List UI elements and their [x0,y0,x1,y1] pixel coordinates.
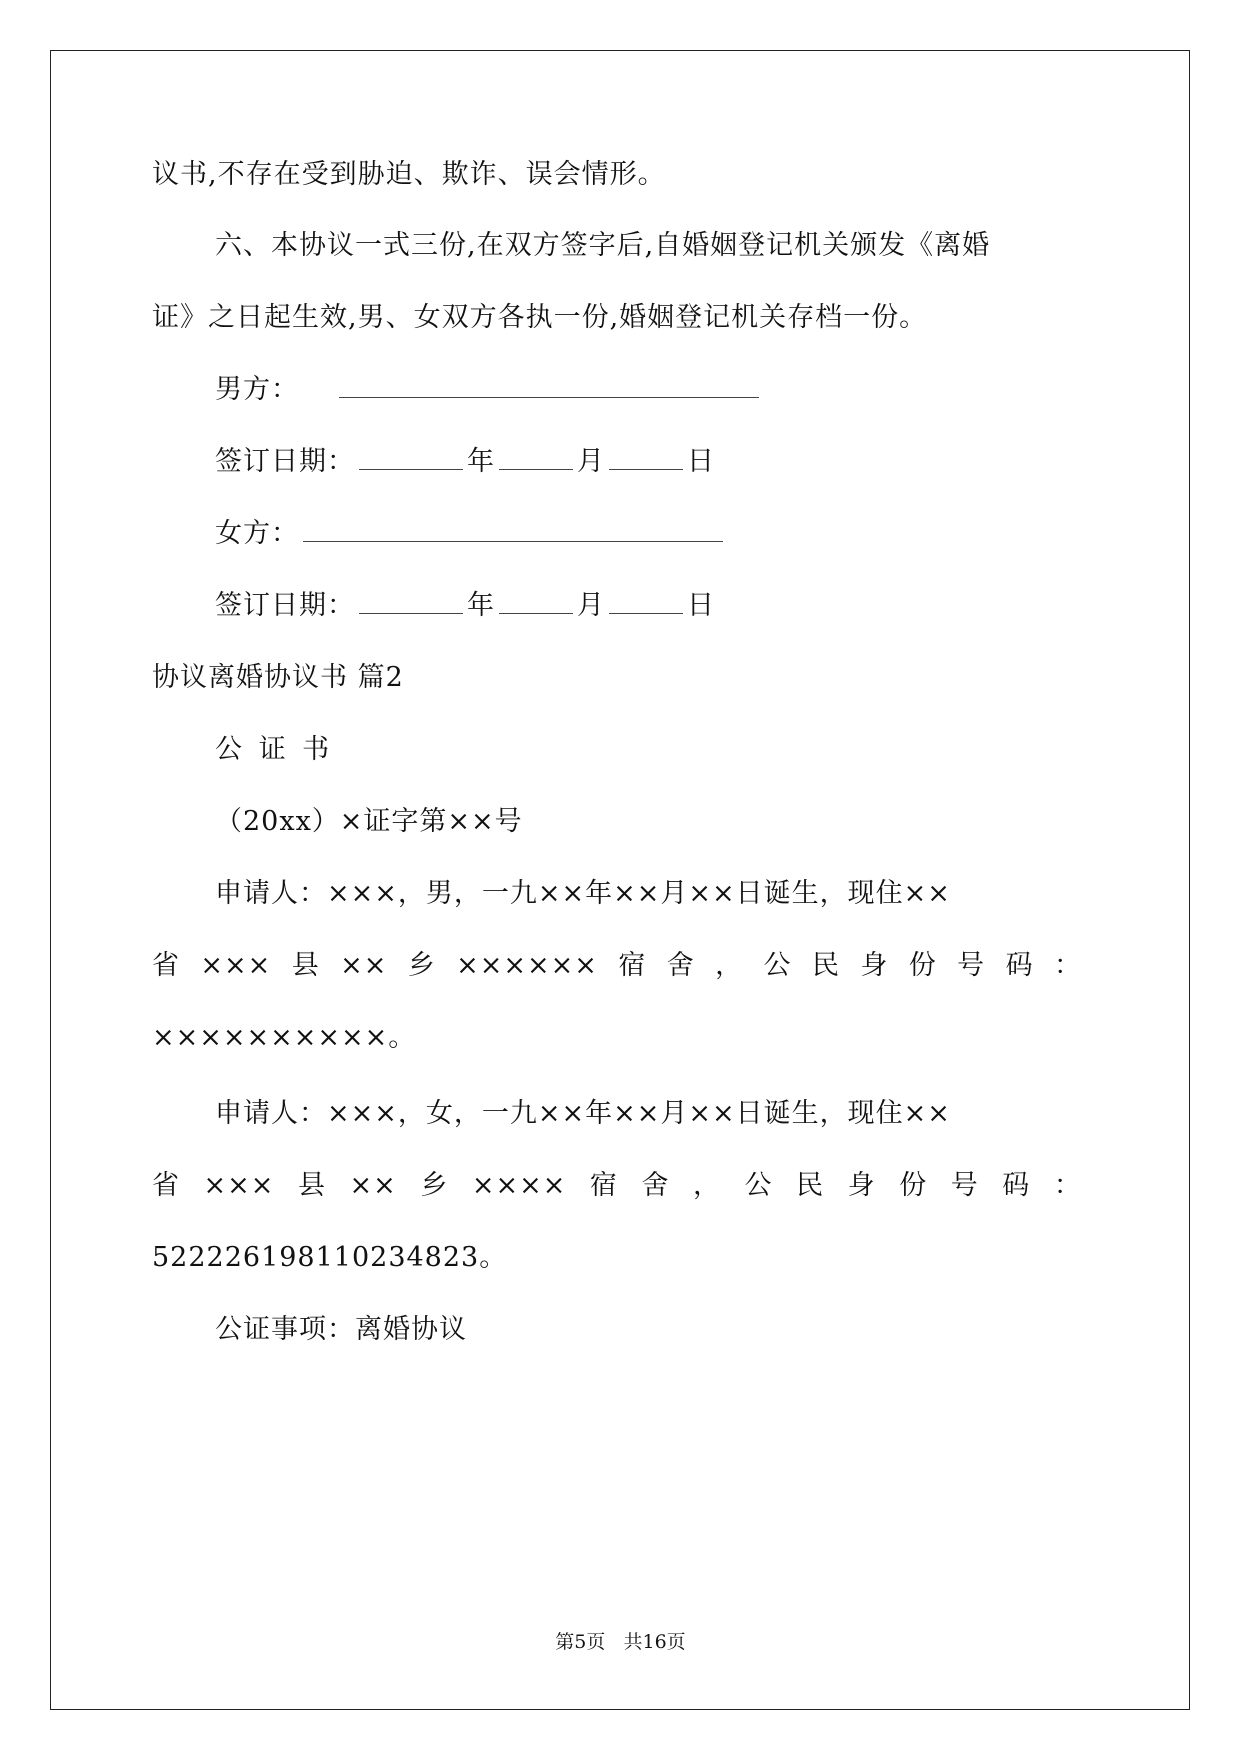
day-text: 日 [687,590,715,621]
page-number-footer: 第5页 共16页 [555,1631,686,1653]
applicant-justified-line [152,946,1082,986]
signature-blank [339,371,759,398]
word: ×××× [471,1170,567,1201]
word: ××× [203,1170,275,1201]
male-label: 男方： [215,374,299,405]
body-line: 六、本协议一式三份,在双方签字后,自婚姻登记机关颁发《离婚 [215,230,991,261]
word: 码 [1005,950,1034,981]
word: ×××××× [456,950,598,981]
year-text: 年 [467,590,495,621]
word: ×× [349,1170,397,1201]
day-text: 日 [687,446,715,477]
word: 身 [847,1170,876,1201]
body-line: 议书,不存在受到胁迫、欺诈、误会情形。 [152,159,666,190]
word: ×× [340,950,388,981]
word: ： [1053,1170,1082,1201]
word: 身 [860,950,889,981]
month-blank [499,443,573,470]
section-heading: 协议离婚协议书 篇2 [152,662,404,693]
notary-title: 公 证 书 [215,734,334,765]
applicant-id: 522226198110234823。 [152,1242,508,1273]
word: 宿 [618,950,647,981]
date-label: 签订日期： [215,446,355,477]
word: 份 [908,950,937,981]
female-label: 女方： [215,518,299,549]
signature-blank [303,515,723,542]
word: 舍 [666,950,695,981]
year-blank [359,587,463,614]
date-line [215,586,715,626]
date-line [215,442,715,482]
word: 宿 [589,1170,618,1201]
year-blank [359,443,463,470]
body-line: 证》之日起生效,男、女双方各执一份,婚姻登记机关存档一份。 [152,302,928,333]
word: 民 [796,1170,825,1201]
day-blank [609,587,683,614]
applicant-line: 申请人：×××，女，一九××年××月××日诞生，现住×× [215,1098,951,1129]
word: ： [1053,950,1082,981]
word: 乡 [407,950,436,981]
word: 省 [152,950,180,981]
word: ， [715,950,744,981]
document-number: （20xx）×证字第××号 [215,806,523,837]
word: ××× [200,950,272,981]
word: 份 [899,1170,928,1201]
applicant-id: ××××××××××。 [152,1022,417,1053]
month-text: 月 [577,590,605,621]
month-blank [499,587,573,614]
word: 公 [763,950,792,981]
word: 县 [297,1170,326,1201]
word: 省 [152,1170,180,1201]
word: 公 [744,1170,773,1201]
word: 码 [1002,1170,1031,1201]
applicant-line: 申请人：×××，男，一九××年××月××日诞生，现住×× [215,878,951,909]
month-text: 月 [577,446,605,477]
word: 号 [950,1170,979,1201]
applicant-justified-line [152,1166,1082,1206]
word: 民 [811,950,840,981]
word: 县 [291,950,320,981]
word: 舍 [641,1170,670,1201]
word: 号 [957,950,986,981]
word: ， [693,1170,721,1201]
female-signature-line [215,514,727,554]
date-label: 签订日期： [215,590,355,621]
word: 乡 [420,1170,449,1201]
day-blank [609,443,683,470]
year-text: 年 [467,446,495,477]
male-signature-line [215,370,763,410]
notary-matter: 公证事项：离婚协议 [215,1314,467,1345]
